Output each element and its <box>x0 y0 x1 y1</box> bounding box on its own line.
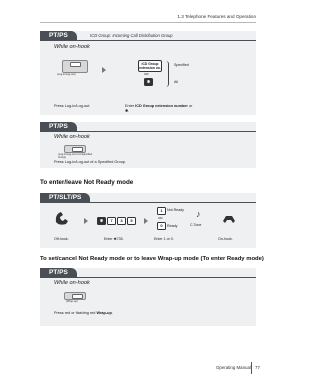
step-prefix: Press red or flashing red <box>54 311 96 315</box>
step-enter-bold: ICD Group extension number <box>135 104 188 108</box>
page-number: 77 <box>255 365 260 370</box>
panel-not-ready <box>40 193 256 248</box>
step-enter-code: Enter ✱735. <box>104 237 124 241</box>
step-press: Press Log-in/Log-out. <box>54 104 91 108</box>
ctone-label: C.Tone <box>190 223 202 227</box>
star-key[interactable]: ✱ <box>144 78 153 86</box>
panel-wrap-up <box>40 268 256 326</box>
button-caption: (Log-in/Log-out) <box>57 73 76 76</box>
panel-tab: PT/PS <box>40 268 77 278</box>
instruction: While on-hook <box>54 44 90 50</box>
instruction: While on-hook <box>54 134 90 140</box>
step-press: Press Log-in/Log-out of a Specified Group. <box>54 160 126 164</box>
icd-extension-bubble: ICD Group extension no. <box>139 61 161 70</box>
panel-icd-login <box>40 31 256 115</box>
or-label: OR <box>158 216 163 220</box>
step-on-hook: On-hook. <box>218 237 233 241</box>
step-suffix: . <box>111 311 113 315</box>
step-enter-option: Enter 1 or 0. <box>154 237 174 241</box>
brace <box>165 61 169 87</box>
step-enter <box>125 104 195 113</box>
panel-specified-group <box>40 122 256 168</box>
opt-specified: Specified <box>174 63 189 67</box>
specified-group-button[interactable] <box>64 145 86 153</box>
confirmation-tone-icon: ♪ <box>196 209 201 219</box>
instruction: While on-hook <box>54 280 90 286</box>
panel-subtitle: ICD Group: Incoming Call Distribution Group <box>90 33 173 38</box>
tab-rule <box>40 202 256 203</box>
section-title: To enter/leave Not Ready mode <box>40 179 134 186</box>
tab-rule <box>40 277 256 278</box>
step-press <box>54 311 113 315</box>
off-hook-icon <box>54 210 72 226</box>
footer-divider <box>251 362 252 374</box>
code-key-3[interactable]: 3 <box>117 217 126 225</box>
panel-tab: PT/PS <box>40 122 77 132</box>
step-off-hook: Off-hook. <box>54 237 69 241</box>
footer-label: Operating Manual <box>216 365 251 370</box>
step-enter-suffix: or ✱. <box>125 104 193 113</box>
section-header: 1.3 Telephone Features and Operation <box>177 14 256 19</box>
or-label: OR <box>144 72 149 76</box>
step-bold: Wrap-up <box>96 311 112 315</box>
code-key-5[interactable]: 5 <box>127 217 136 225</box>
arrow-right-icon <box>84 218 88 224</box>
arrow-right-icon <box>102 67 106 73</box>
opt-all: All <box>174 80 178 84</box>
step-enter-prefix: Enter <box>125 104 135 108</box>
tab-rule <box>40 131 256 132</box>
arrow-right-icon <box>144 218 148 224</box>
label-ready: Ready <box>167 224 178 228</box>
panel-tab: PT/SLT/PS <box>40 193 90 203</box>
key-not-ready[interactable]: 1 <box>157 207 166 215</box>
on-hook-icon <box>222 213 236 225</box>
tab-rule <box>40 40 256 41</box>
code-key-star[interactable]: ✱ <box>97 217 106 225</box>
header-rule <box>40 22 256 23</box>
button-caption: (Log-in/Log-out of a Specified Group) <box>58 153 93 159</box>
panel-tab: PT/PS <box>40 31 77 41</box>
key-ready[interactable]: 0 <box>157 222 166 230</box>
login-logout-button[interactable] <box>62 60 88 73</box>
code-key-7[interactable]: 7 <box>107 217 116 225</box>
button-caption: (Wrap-up) <box>66 300 78 303</box>
label-not-ready: Not Ready <box>167 208 184 212</box>
section-title: To set/cancel Not Ready mode or to leave Wrap-up mode (To enter Ready mode) <box>40 256 264 262</box>
wrap-up-button[interactable] <box>64 292 86 300</box>
